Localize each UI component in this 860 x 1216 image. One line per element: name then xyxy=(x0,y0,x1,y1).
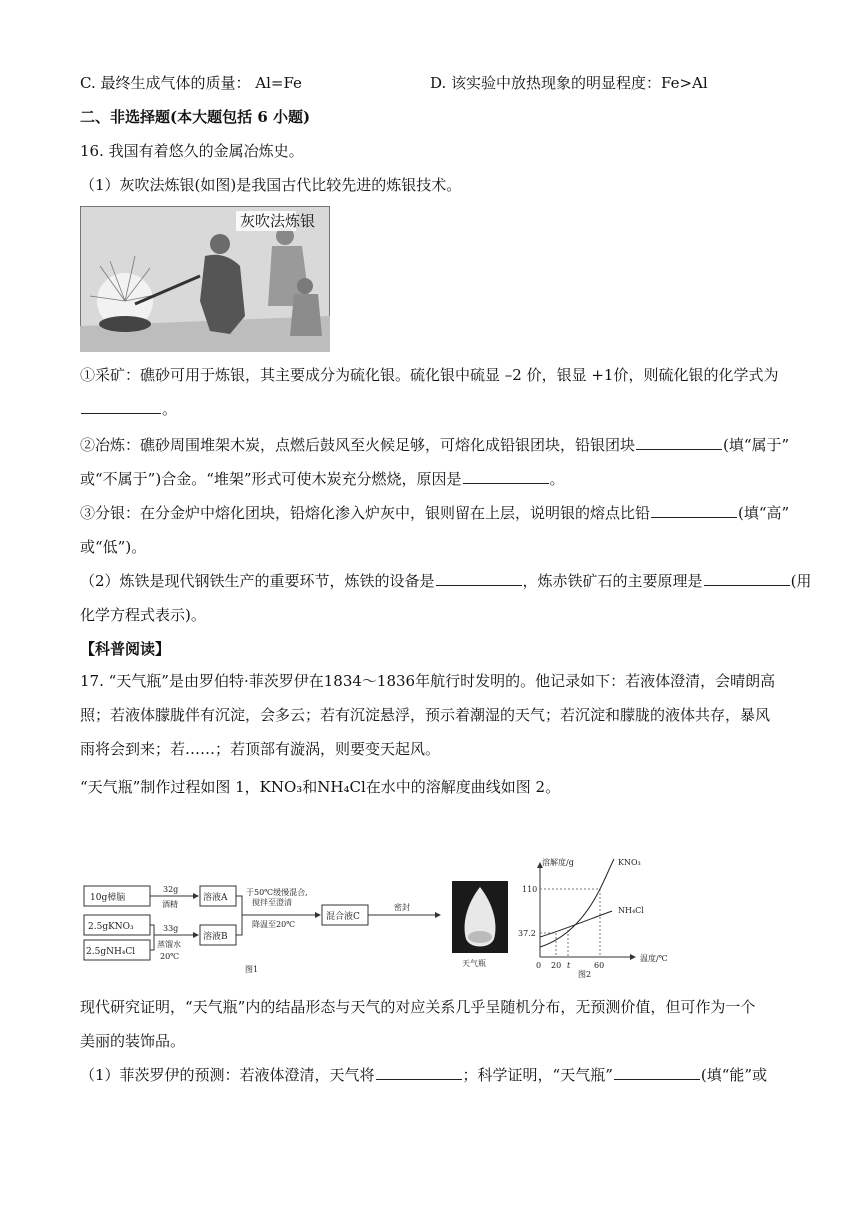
answer-blank[interactable] xyxy=(614,1065,700,1080)
silver-refining-illustration xyxy=(80,206,330,352)
water-label: 蒸馏水 xyxy=(157,940,181,949)
input-nh4cl: 2.5gNH₄Cl xyxy=(86,947,136,957)
answer-blank[interactable] xyxy=(81,399,161,414)
ethanol-mass: 32g xyxy=(163,885,179,894)
y-tick-110: 110 xyxy=(522,885,538,894)
q16-s3: ③分银：在分金炉中熔化团块，铅熔化渗入炉灰中，银则留在上层，说明银的熔点比铅 (填“高” xyxy=(80,504,790,522)
water-mass: 33g xyxy=(163,924,179,933)
y-tick-37: 37.2 xyxy=(518,929,536,938)
ethanol-label: 酒精 xyxy=(162,900,178,909)
mix-step-3: 降温至20℃ xyxy=(252,920,296,929)
q16-intro: 16. 我国有着悠久的金属冶炼史。 xyxy=(80,142,304,160)
x-tick-t: t xyxy=(567,961,571,970)
x-tick-0: 0 xyxy=(536,961,542,970)
reading-title: 【科普阅读】 xyxy=(80,640,171,658)
weather-bottle-figures xyxy=(80,855,780,985)
figure1-caption: 图1 xyxy=(245,965,259,974)
bottle-label: 天气瓶 xyxy=(462,959,486,968)
answer-blank[interactable] xyxy=(651,503,737,518)
mix-step-2: 搅拌至澄清 xyxy=(252,898,292,907)
q16-s1-blank-line: 。 xyxy=(80,398,177,420)
q17-line3: 雨将会到来；若……；若顶部有漩涡，则要变天起风。 xyxy=(80,740,441,758)
mix-step-1: 于50℃缓慢混合, xyxy=(246,888,308,897)
solution-b: 溶液B xyxy=(203,932,228,942)
q17-line1: 17. “天气瓶”是由罗伯特·菲茨罗伊在1834～1836年航行时发明的。他记录如下：若液体澄清，会晴朗高 xyxy=(80,672,776,690)
answer-blank[interactable] xyxy=(376,1065,462,1080)
q17-line6: 美丽的装饰品。 xyxy=(80,1032,186,1050)
input-kno3: 2.5gKNO₃ xyxy=(88,922,134,932)
answer-blank[interactable] xyxy=(704,571,790,586)
option-d: D. 该实验中放热现象的明显程度：Fe>Al xyxy=(430,74,708,92)
nh4cl-label: NH₄Cl xyxy=(618,906,644,915)
answer-blank[interactable] xyxy=(636,435,722,450)
q16-s3-cont: 或“低”)。 xyxy=(80,538,147,556)
solution-a: 溶液A xyxy=(203,893,228,903)
x-tick-60: 60 xyxy=(594,961,605,970)
kno3-label: KNO₃ xyxy=(618,858,641,867)
y-axis-label: 溶解度/g xyxy=(542,858,574,867)
q16-s2: ②冶炼：礁砂周围堆架木炭，点燃后鼓风至火候足够，可熔化成铅银团块，铅银团块 (填“属于” xyxy=(80,436,790,454)
q16-part2-cont: 化学方程式表示)。 xyxy=(80,606,206,624)
nh4cl-curve xyxy=(540,911,612,937)
q16-s1: ①采矿：礁砂可用于炼银，其主要成分为硫化银。硫化银中硫显 –2 价，银显 +1价，则硫化银的化学式为 xyxy=(80,366,779,384)
mixture-c: 混合液C xyxy=(326,912,360,922)
water-temp: 20℃ xyxy=(160,952,180,961)
illustration-caption: 灰吹法炼银 xyxy=(240,212,316,230)
option-c: C. 最终生成气体的质量： Al=Fe xyxy=(80,74,302,92)
q17-line2: 照；若液体朦胧伴有沉淀，会多云；若有沉淀悬浮，预示着潮湿的天气；若沉淀和朦胧的液体共存，暴风 xyxy=(80,706,771,724)
x-axis-label: 温度/℃ xyxy=(640,954,668,963)
q16-part1: （1）灰吹法炼银(如图)是我国古代比较先进的炼银技术。 xyxy=(80,176,462,194)
answer-blank[interactable] xyxy=(436,571,522,586)
q17-line4: “天气瓶”制作过程如图 1，KNO₃和NH₄Cl在水中的溶解度曲线如图 2。 xyxy=(80,778,561,796)
answer-blank[interactable] xyxy=(463,469,549,484)
q16-s2-cont: 或“不属于”)合金。“堆架”形式可使木炭充分燃烧，原因是 。 xyxy=(80,470,565,488)
q17-line5: 现代研究证明，“天气瓶”内的结晶形态与天气的对应关系几乎呈随机分布，无预测价值，但可作为一个 xyxy=(80,998,756,1016)
q17-line7: （1）菲茨罗伊的预测：若液体澄清，天气将 ；科学证明，“天气瓶” (填“能”或 xyxy=(80,1066,768,1084)
section-title: 二、非选择题(本大题包括 6 小题) xyxy=(80,108,311,126)
input-camphor: 10g樟脑 xyxy=(90,893,126,903)
x-tick-20: 20 xyxy=(551,961,562,970)
figure2-caption: 图2 xyxy=(578,970,592,979)
seal-label: 密封 xyxy=(394,903,410,912)
q16-part2: （2）炼铁是现代钢铁生产的重要环节，炼铁的设备是 ，炼赤铁矿石的主要原理是 (用 xyxy=(80,572,812,590)
